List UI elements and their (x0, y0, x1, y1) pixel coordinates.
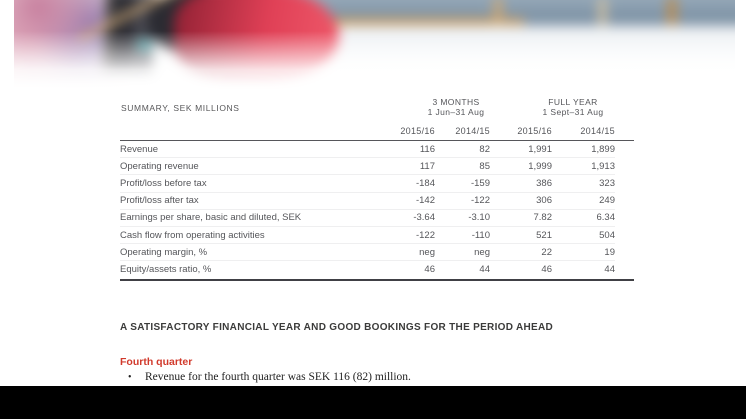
table-row (120, 193, 615, 210)
table-row (120, 141, 615, 158)
row-label: Earnings per share, basic and diluted, SEK (120, 212, 302, 224)
period-group-3-months (391, 97, 521, 117)
cell-value: -3.10 (468, 212, 490, 224)
table-row (120, 244, 615, 261)
footer-black-bar (0, 386, 746, 419)
cell-value: 6.34 (596, 212, 615, 224)
cell-value: 82 (479, 143, 490, 155)
hero-fade-overlay (14, 0, 735, 97)
cell-value: 1,913 (591, 160, 615, 172)
cell-value: 386 (536, 177, 552, 189)
cell-value: 521 (536, 229, 552, 241)
cell-value: 504 (599, 229, 615, 241)
cell-value: 44 (479, 264, 490, 276)
cell-value: 46 (541, 264, 552, 276)
cell-value: 117 (419, 160, 435, 172)
column-header: 2015/16 (400, 126, 435, 136)
row-label: Profit/loss before tax (120, 177, 207, 189)
cell-value: 1,899 (591, 143, 615, 155)
cell-value: 22 (541, 246, 552, 258)
table-row (120, 261, 615, 278)
cell-value: -110 (471, 229, 490, 241)
bullet-marker: • (128, 372, 132, 383)
cell-value: 46 (424, 264, 435, 276)
column-header-row (120, 122, 615, 140)
cell-value: 323 (599, 177, 615, 189)
table-row (120, 158, 615, 175)
cell-value: 249 (599, 195, 615, 207)
cell-value: neg (474, 246, 490, 258)
cell-value: 85 (479, 160, 490, 172)
cell-value: -184 (415, 177, 435, 189)
row-label: Operating margin, % (120, 246, 208, 258)
subsection-heading-fourth-quarter: Fourth quarter (120, 356, 193, 368)
cell-value: 306 (536, 195, 552, 207)
cell-value: -122 (415, 229, 435, 241)
table-row (120, 210, 615, 227)
row-label: Profit/loss after tax (120, 195, 199, 207)
cell-value: -122 (470, 195, 490, 207)
section-heading: A SATISFACTORY FINANCIAL YEAR AND GOOD BOOKINGS FOR THE PERIOD AHEAD (120, 322, 554, 333)
column-header: 2014/15 (580, 126, 615, 136)
bullet-text: Revenue for the fourth quarter was SEK 116 (82) million. (145, 371, 411, 383)
cell-value: 44 (604, 264, 615, 276)
cell-value: 1,999 (528, 160, 552, 172)
cell-value: 116 (419, 143, 435, 155)
column-header: 2014/15 (455, 126, 490, 136)
table-row (120, 227, 615, 244)
table-body (120, 141, 634, 279)
cell-value: neg (419, 246, 435, 258)
cell-value: -3.64 (413, 212, 435, 224)
cell-value: 1,991 (528, 143, 552, 155)
row-label: Cash flow from operating activities (120, 229, 265, 241)
table-bottom-rule (120, 279, 634, 281)
row-label: Revenue (120, 143, 159, 155)
row-label: Equity/assets ratio, % (120, 264, 212, 276)
column-header: 2015/16 (517, 126, 552, 136)
cell-value: -142 (415, 195, 435, 207)
period-group-label: FULL YEAR (548, 97, 598, 107)
summary-table (120, 96, 634, 281)
cell-value: 7.82 (533, 212, 552, 224)
hero-photo (14, 0, 735, 97)
bullet-item (128, 371, 411, 383)
table-header (120, 96, 634, 122)
period-group-range: 1 Sept–31 Aug (542, 107, 604, 117)
period-group-label: 3 MONTHS (432, 97, 480, 107)
cell-value: 19 (604, 246, 615, 258)
table-row (120, 175, 615, 192)
period-group-range: 1 Jun–31 Aug (427, 107, 485, 117)
period-group-full-year (508, 97, 638, 117)
row-label: Operating revenue (120, 160, 199, 172)
cell-value: -159 (470, 177, 490, 189)
table-title: SUMMARY, SEK MILLIONS (121, 103, 240, 113)
